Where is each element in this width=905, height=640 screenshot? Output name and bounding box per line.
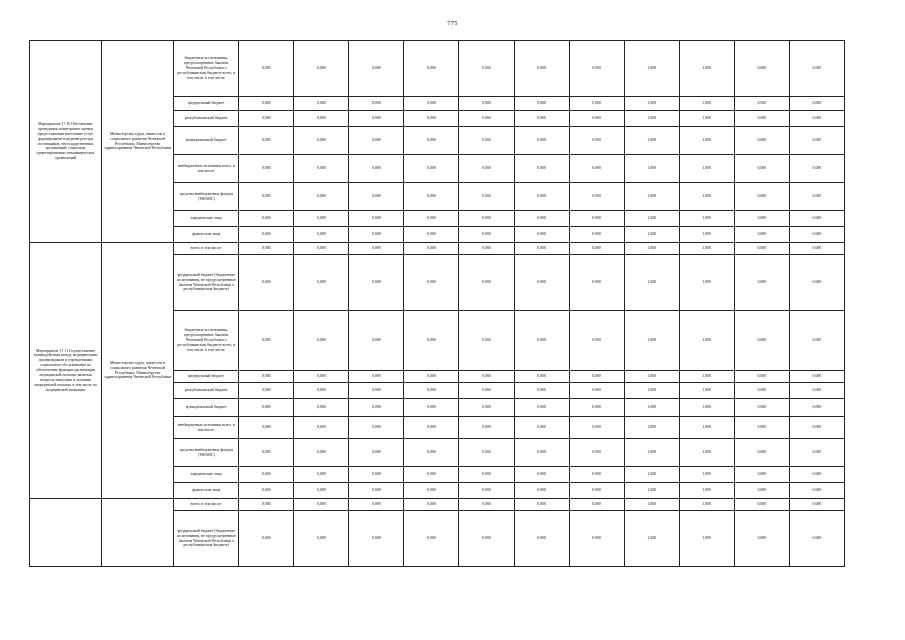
- value-cell: 0,000: [459, 439, 514, 467]
- value-cell: 0,000: [404, 255, 459, 311]
- value-cell: 0,000: [459, 467, 514, 483]
- value-cell: 0,000: [734, 111, 789, 127]
- value-cell: 0,000: [789, 243, 844, 255]
- budget-table: [29, 40, 845, 567]
- value-cell: 0,000: [569, 111, 624, 127]
- value-cell: 0,000: [404, 439, 459, 467]
- value-cell: 1,000: [624, 227, 679, 243]
- value-cell: 0,000: [404, 511, 459, 567]
- value-cell: 0,000: [459, 383, 514, 399]
- funding-source-cell: федеральный бюджет: [174, 371, 239, 383]
- value-cell: 0,000: [569, 383, 624, 399]
- value-cell: 1,000: [624, 111, 679, 127]
- table-row: [30, 243, 845, 255]
- value-cell: 0,000: [239, 227, 294, 243]
- value-cell: 0,000: [569, 311, 624, 371]
- value-cell: 0,000: [569, 439, 624, 467]
- measure-cell: [30, 499, 102, 567]
- value-cell: 0,000: [734, 511, 789, 567]
- value-cell: 0,000: [569, 511, 624, 567]
- value-cell: 0,000: [789, 311, 844, 371]
- funding-source-cell: всего, в том числе:: [174, 499, 239, 511]
- value-cell: 0,000: [514, 499, 569, 511]
- value-cell: 0,000: [569, 499, 624, 511]
- value-cell: 0,000: [789, 371, 844, 383]
- value-cell: 0,000: [789, 439, 844, 467]
- value-cell: 0,000: [404, 41, 459, 97]
- value-cell: 0,000: [789, 41, 844, 97]
- value-cell: 0,000: [569, 41, 624, 97]
- value-cell: 0,000: [349, 383, 404, 399]
- value-cell: 0,000: [239, 127, 294, 155]
- value-cell: 0,000: [459, 155, 514, 183]
- value-cell: 1,000: [624, 155, 679, 183]
- value-cell: 0,000: [789, 127, 844, 155]
- value-cell: 1,000: [679, 255, 734, 311]
- funding-source-cell: федеральный бюджет: [174, 97, 239, 111]
- value-cell: 0,000: [569, 211, 624, 227]
- value-cell: 0,000: [569, 255, 624, 311]
- value-cell: 0,000: [514, 371, 569, 383]
- funding-source-cell: муниципальный бюджет: [174, 127, 239, 155]
- funding-source-cell: юридические лица: [174, 467, 239, 483]
- value-cell: 0,000: [459, 243, 514, 255]
- value-cell: 1,000: [679, 311, 734, 371]
- value-cell: 1,000: [624, 243, 679, 255]
- funding-source-cell: бюджетные ассигнования, предусмотренные Законом Чеченской Республики о республиканском бюджете всего, в том числе, в том числе:: [174, 41, 239, 97]
- value-cell: 0,000: [239, 155, 294, 183]
- value-cell: 0,000: [459, 511, 514, 567]
- funding-source-cell: всего, в том числе:: [174, 243, 239, 255]
- value-cell: 0,000: [789, 111, 844, 127]
- funding-source-cell: средства внебюджетных фондов (ТФОМС): [174, 439, 239, 467]
- value-cell: 0,000: [569, 183, 624, 211]
- value-cell: 0,000: [349, 467, 404, 483]
- value-cell: 0,000: [239, 41, 294, 97]
- value-cell: 0,000: [734, 97, 789, 111]
- value-cell: 1,000: [679, 417, 734, 439]
- value-cell: 1,000: [679, 243, 734, 255]
- value-cell: 0,000: [514, 417, 569, 439]
- value-cell: 1,000: [679, 483, 734, 499]
- value-cell: 1,000: [679, 111, 734, 127]
- value-cell: 1,000: [679, 439, 734, 467]
- funding-source-cell: республиканский бюджет: [174, 111, 239, 127]
- value-cell: 0,000: [294, 311, 349, 371]
- value-cell: 1,000: [679, 183, 734, 211]
- value-cell: 0,000: [459, 483, 514, 499]
- value-cell: 1,000: [624, 399, 679, 417]
- value-cell: 0,000: [789, 183, 844, 211]
- value-cell: 0,000: [789, 511, 844, 567]
- value-cell: 0,000: [734, 127, 789, 155]
- value-cell: 0,000: [514, 399, 569, 417]
- value-cell: 0,000: [789, 255, 844, 311]
- value-cell: 0,000: [734, 311, 789, 371]
- value-cell: 1,000: [679, 371, 734, 383]
- measure-cell: Мероприятие 17.11 Осуществление взаимодействия между медицинскими организациями и учреждениями социального обслуживания по обеспечению функции организации медицинской помощи, включая вопросы эвакуации и оказания медицинской помощи, в том числе по медицинской эвакуации: [30, 243, 102, 499]
- funding-source-cell: республиканский бюджет: [174, 383, 239, 399]
- value-cell: 0,000: [404, 155, 459, 183]
- value-cell: 0,000: [789, 467, 844, 483]
- value-cell: 0,000: [734, 155, 789, 183]
- value-cell: 1,000: [624, 511, 679, 567]
- value-cell: 0,000: [459, 371, 514, 383]
- value-cell: 0,000: [459, 417, 514, 439]
- value-cell: 0,000: [514, 255, 569, 311]
- value-cell: 0,000: [404, 383, 459, 399]
- value-cell: 0,000: [459, 255, 514, 311]
- value-cell: 0,000: [789, 211, 844, 227]
- funding-source-cell: средства внебюджетных фондов (ТФОМС): [174, 183, 239, 211]
- value-cell: 0,000: [789, 499, 844, 511]
- value-cell: 0,000: [404, 499, 459, 511]
- value-cell: 0,000: [734, 243, 789, 255]
- value-cell: 0,000: [294, 41, 349, 97]
- executor-cell: [102, 499, 174, 567]
- value-cell: 0,000: [239, 417, 294, 439]
- value-cell: 0,000: [514, 243, 569, 255]
- value-cell: 1,000: [624, 467, 679, 483]
- value-cell: 1,000: [679, 383, 734, 399]
- value-cell: 0,000: [239, 511, 294, 567]
- value-cell: 0,000: [459, 111, 514, 127]
- value-cell: 0,000: [734, 417, 789, 439]
- value-cell: 0,000: [459, 41, 514, 97]
- value-cell: 1,000: [679, 227, 734, 243]
- value-cell: 0,000: [514, 467, 569, 483]
- value-cell: 0,000: [239, 499, 294, 511]
- value-cell: 1,000: [624, 97, 679, 111]
- value-cell: 1,000: [624, 311, 679, 371]
- value-cell: 0,000: [569, 155, 624, 183]
- value-cell: 0,000: [789, 227, 844, 243]
- value-cell: 0,000: [239, 439, 294, 467]
- value-cell: 0,000: [569, 243, 624, 255]
- value-cell: 0,000: [294, 227, 349, 243]
- measure-cell: Мероприятие 17.10 Обеспечение проведения мониторинга оценки предоставления населению услуг, формирование и ведение реестра поставщиков, негосударственных организаций, социально ориентированных некоммерческих организаций: [30, 41, 102, 243]
- executor-cell: Министерство труда, занятости и социального развития Чеченской Республики, Министерство здравоохранения Чеченской Республики: [102, 41, 174, 243]
- value-cell: 0,000: [294, 399, 349, 417]
- value-cell: 0,000: [404, 399, 459, 417]
- value-cell: 1,000: [679, 467, 734, 483]
- value-cell: 0,000: [239, 243, 294, 255]
- value-cell: 0,000: [349, 483, 404, 499]
- value-cell: 0,000: [569, 417, 624, 439]
- value-cell: 0,000: [459, 499, 514, 511]
- value-cell: 0,000: [349, 97, 404, 111]
- value-cell: 0,000: [349, 417, 404, 439]
- value-cell: 0,000: [789, 383, 844, 399]
- value-cell: 1,000: [624, 255, 679, 311]
- value-cell: 0,000: [459, 97, 514, 111]
- value-cell: 0,000: [239, 399, 294, 417]
- value-cell: 0,000: [349, 255, 404, 311]
- value-cell: 0,000: [349, 111, 404, 127]
- value-cell: 0,000: [239, 97, 294, 111]
- funding-source-cell: внебюджетные источники всего, в том числе:: [174, 155, 239, 183]
- value-cell: 0,000: [349, 227, 404, 243]
- value-cell: 0,000: [459, 127, 514, 155]
- value-cell: 0,000: [734, 399, 789, 417]
- value-cell: 0,000: [514, 211, 569, 227]
- funding-source-cell: муниципальный бюджет: [174, 399, 239, 417]
- value-cell: 0,000: [569, 227, 624, 243]
- value-cell: 0,000: [349, 371, 404, 383]
- table-row: [30, 499, 845, 511]
- value-cell: 0,000: [734, 467, 789, 483]
- value-cell: 1,000: [624, 127, 679, 155]
- value-cell: 0,000: [569, 483, 624, 499]
- value-cell: 0,000: [404, 211, 459, 227]
- value-cell: 0,000: [514, 155, 569, 183]
- funding-source-cell: внебюджетные источники всего, в том числе:: [174, 417, 239, 439]
- value-cell: 0,000: [514, 111, 569, 127]
- value-cell: 0,000: [349, 499, 404, 511]
- value-cell: 0,000: [404, 483, 459, 499]
- value-cell: 0,000: [734, 483, 789, 499]
- value-cell: 0,000: [514, 311, 569, 371]
- value-cell: 0,000: [459, 311, 514, 371]
- value-cell: 0,000: [349, 243, 404, 255]
- value-cell: 1,000: [679, 511, 734, 567]
- value-cell: 0,000: [294, 383, 349, 399]
- value-cell: 0,000: [349, 127, 404, 155]
- value-cell: 0,000: [734, 439, 789, 467]
- value-cell: 0,000: [294, 499, 349, 511]
- value-cell: 0,000: [239, 311, 294, 371]
- value-cell: 0,000: [514, 439, 569, 467]
- value-cell: 1,000: [624, 483, 679, 499]
- page-number: 775: [447, 20, 458, 27]
- value-cell: 1,000: [624, 183, 679, 211]
- value-cell: 0,000: [294, 243, 349, 255]
- value-cell: 0,000: [294, 511, 349, 567]
- value-cell: 0,000: [569, 127, 624, 155]
- value-cell: 0,000: [349, 211, 404, 227]
- value-cell: 0,000: [734, 41, 789, 97]
- value-cell: 1,000: [679, 41, 734, 97]
- value-cell: 0,000: [294, 127, 349, 155]
- value-cell: 0,000: [294, 97, 349, 111]
- value-cell: 0,000: [294, 111, 349, 127]
- value-cell: 0,000: [404, 183, 459, 211]
- value-cell: 0,000: [349, 155, 404, 183]
- value-cell: 0,000: [404, 97, 459, 111]
- funding-source-cell: юридические лица: [174, 211, 239, 227]
- funding-source-cell: физические лица: [174, 227, 239, 243]
- value-cell: 0,000: [514, 483, 569, 499]
- value-cell: 0,000: [294, 183, 349, 211]
- value-cell: 0,000: [404, 243, 459, 255]
- value-cell: 0,000: [239, 467, 294, 483]
- value-cell: 0,000: [349, 511, 404, 567]
- value-cell: 0,000: [404, 227, 459, 243]
- value-cell: 0,000: [734, 499, 789, 511]
- value-cell: 0,000: [294, 483, 349, 499]
- value-cell: 0,000: [349, 399, 404, 417]
- value-cell: 0,000: [459, 211, 514, 227]
- value-cell: 0,000: [239, 111, 294, 127]
- value-cell: 0,000: [239, 371, 294, 383]
- value-cell: 0,000: [459, 183, 514, 211]
- value-cell: 0,000: [239, 383, 294, 399]
- funding-source-cell: бюджетные ассигнования, предусмотренные Законом Чеченской Республики о республиканском бюджете всего, в том числе, в том числе:: [174, 311, 239, 371]
- value-cell: 0,000: [514, 383, 569, 399]
- value-cell: 0,000: [734, 183, 789, 211]
- value-cell: 0,000: [569, 467, 624, 483]
- value-cell: 0,000: [789, 417, 844, 439]
- value-cell: 0,000: [514, 227, 569, 243]
- value-cell: 1,000: [679, 211, 734, 227]
- value-cell: 1,000: [624, 211, 679, 227]
- funding-source-cell: федеральный бюджет (бюджетные ассигнования, не предусмотренные Законом Чеченской Республики о республиканском бюджете): [174, 511, 239, 567]
- value-cell: 0,000: [294, 439, 349, 467]
- value-cell: 0,000: [734, 383, 789, 399]
- value-cell: 1,000: [679, 127, 734, 155]
- value-cell: 0,000: [404, 111, 459, 127]
- value-cell: 1,000: [679, 97, 734, 111]
- value-cell: 0,000: [789, 483, 844, 499]
- value-cell: 0,000: [404, 127, 459, 155]
- value-cell: 0,000: [404, 311, 459, 371]
- value-cell: 0,000: [514, 41, 569, 97]
- table-row: [30, 41, 845, 97]
- value-cell: 0,000: [459, 399, 514, 417]
- value-cell: 0,000: [734, 211, 789, 227]
- value-cell: 1,000: [679, 155, 734, 183]
- value-cell: 0,000: [404, 417, 459, 439]
- value-cell: 0,000: [569, 97, 624, 111]
- value-cell: 1,000: [624, 383, 679, 399]
- value-cell: 1,000: [624, 499, 679, 511]
- funding-source-cell: физические лица: [174, 483, 239, 499]
- value-cell: 0,000: [789, 97, 844, 111]
- value-cell: 0,000: [514, 127, 569, 155]
- value-cell: 0,000: [514, 97, 569, 111]
- value-cell: 0,000: [239, 483, 294, 499]
- value-cell: 0,000: [239, 183, 294, 211]
- executor-cell: Министерство труда, занятости и социального развития Чеченской Республики, Министерство здравоохранения Чеченской Республики: [102, 243, 174, 499]
- value-cell: 0,000: [734, 227, 789, 243]
- value-cell: 0,000: [459, 227, 514, 243]
- value-cell: 0,000: [514, 511, 569, 567]
- funding-source-cell: федеральный бюджет (бюджетные ассигнования, не предусмотренные Законом Чеченской Республики о республиканском бюджете): [174, 255, 239, 311]
- value-cell: 0,000: [734, 371, 789, 383]
- value-cell: 0,000: [294, 417, 349, 439]
- value-cell: 0,000: [239, 255, 294, 311]
- value-cell: 0,000: [789, 399, 844, 417]
- value-cell: 0,000: [734, 255, 789, 311]
- value-cell: 0,000: [294, 371, 349, 383]
- value-cell: 1,000: [624, 371, 679, 383]
- value-cell: 1,000: [679, 399, 734, 417]
- value-cell: 0,000: [349, 41, 404, 97]
- value-cell: 0,000: [349, 311, 404, 371]
- value-cell: 0,000: [294, 155, 349, 183]
- value-cell: 0,000: [294, 211, 349, 227]
- value-cell: 0,000: [294, 467, 349, 483]
- value-cell: 0,000: [569, 399, 624, 417]
- value-cell: 1,000: [624, 41, 679, 97]
- value-cell: 1,000: [624, 417, 679, 439]
- value-cell: 0,000: [404, 371, 459, 383]
- value-cell: 0,000: [569, 371, 624, 383]
- value-cell: 1,000: [624, 439, 679, 467]
- value-cell: 0,000: [404, 467, 459, 483]
- value-cell: 0,000: [349, 439, 404, 467]
- value-cell: 0,000: [349, 183, 404, 211]
- value-cell: 1,000: [679, 499, 734, 511]
- value-cell: 0,000: [239, 211, 294, 227]
- value-cell: 0,000: [514, 183, 569, 211]
- value-cell: 0,000: [294, 255, 349, 311]
- value-cell: 0,000: [789, 155, 844, 183]
